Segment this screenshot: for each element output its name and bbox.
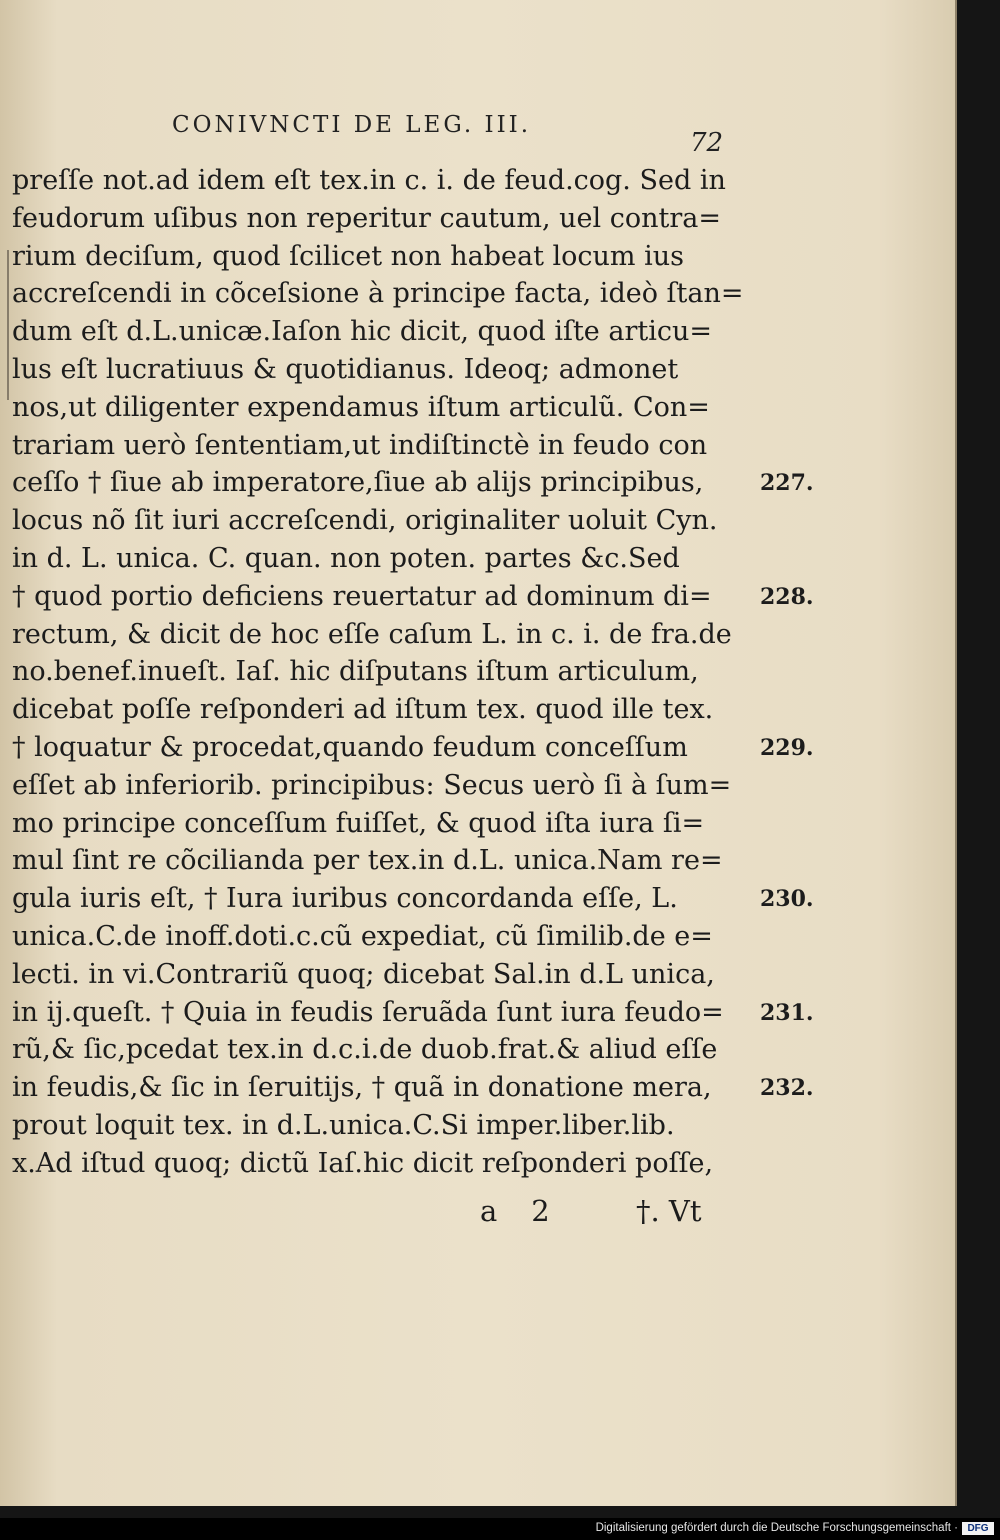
text-line: eſſet ab inferiorib. principibus: Secus uerò ſi à ſum= [12, 769, 732, 801]
text-line: dicebat poſſe reſponderi ad iſtum tex. quod ille tex. [12, 694, 714, 726]
running-title: CONIVNCTI DE LEG. III. [172, 112, 532, 138]
signature-number: 2 [531, 1194, 550, 1228]
text-line: gula iuris eſt, † Iura iuribus concordanda eſſe, L. [12, 883, 678, 915]
folio-number: 72 [690, 128, 724, 158]
margin-note-number: 231. [760, 999, 814, 1026]
text-line: prout loquit tex. in d.L.unica.C.Si imper.liber.lib. [12, 1109, 675, 1141]
text-line: no.benef.inueſt. Iaſ. hic diſputans iſtum articulum, [12, 656, 699, 688]
funding-credit: Digitalisierung gefördert durch die Deutsche Forschungsgemeinschaft · [595, 1522, 958, 1534]
margin-note-number: 230. [760, 886, 814, 913]
text-line: x.Ad iſtud quoq; dictũ Iaſ.hic dicit reſponderi poſſe, [12, 1147, 714, 1179]
text-line: in d. L. unica. C. quan. non poten. partes &c.Sed [12, 542, 680, 574]
text-line: dum eſt d.L.unicæ.Iaſon hic dicit, quod iſte articu= [12, 316, 712, 348]
text-line: in ij.queſt. † Quia in feudis ſeruãda ſunt iura feudo= [12, 996, 724, 1028]
catchword: †. Vt [636, 1194, 702, 1228]
text-line: † quod portio deficiens reuertatur ad dominum di= [12, 580, 712, 612]
signature-letter: a [480, 1194, 498, 1228]
text-line: trariam uerò ſententiam,ut indiſtinctè in feudo con [12, 429, 708, 461]
text-line: unica.C.de inoff.doti.c.cũ expediat, cũ ſimilib.de e= [12, 920, 713, 952]
footer-bar [0, 1518, 1000, 1540]
text-line: feudorum uſibus non reperitur cautum, uel contra= [12, 202, 721, 234]
text-line: rectum, & dicit de hoc eſſe caſum L. in c. i. de fra.de [12, 618, 732, 650]
text-line: locus nõ ſit iuri accreſcendi, originaliter uoluit Cyn. [12, 505, 718, 537]
margin-note-number: 229. [760, 735, 814, 761]
margin-note-number: 228. [760, 583, 814, 610]
text-line: rũ,& ſic,pcedat tex.in d.c.i.de duob.frat.& aliud eſſe [12, 1034, 718, 1066]
text-line: accreſcendi in cõceſsione à principe facta, ideò ſtan= [12, 278, 744, 310]
text-line: rium deciſum, quod ſcilicet non habeat locum ius [12, 240, 684, 272]
text-line: lus eſt lucratiuus & quotidianus. Ideoq; admonet [12, 353, 679, 385]
text-line: † loquatur & procedat,quando feudum conceſſum [12, 731, 688, 763]
margin-note-number: 227. [760, 470, 814, 497]
text-line: preſſe not.ad idem eſt tex.in c. i. de feud.cog. Sed in [12, 165, 726, 196]
text-line: mul ſint re cõcilianda per tex.in d.L. unica.Nam re= [12, 845, 723, 877]
text-line: mo principe conceſſum fuiſſet, & quod iſta iura ſi= [12, 807, 705, 839]
margin-note-number: 232. [760, 1075, 814, 1102]
signature-mark [480, 1194, 584, 1228]
text-line: in feudis,& ſic in ſeruitijs, † quã in donatione mera, [12, 1072, 712, 1104]
text-line: lecti. in vi.Contrariũ quoq; dicebat Sal.in d.L unica, [12, 958, 715, 990]
text-line: ceſſo † ſiue ab imperatore,ſiue ab alijs principibus, [12, 467, 704, 499]
dfg-logo: DFG [962, 1522, 994, 1535]
text-line: nos,ut diligenter expendamus iſtum articulũ. Con= [12, 391, 710, 423]
